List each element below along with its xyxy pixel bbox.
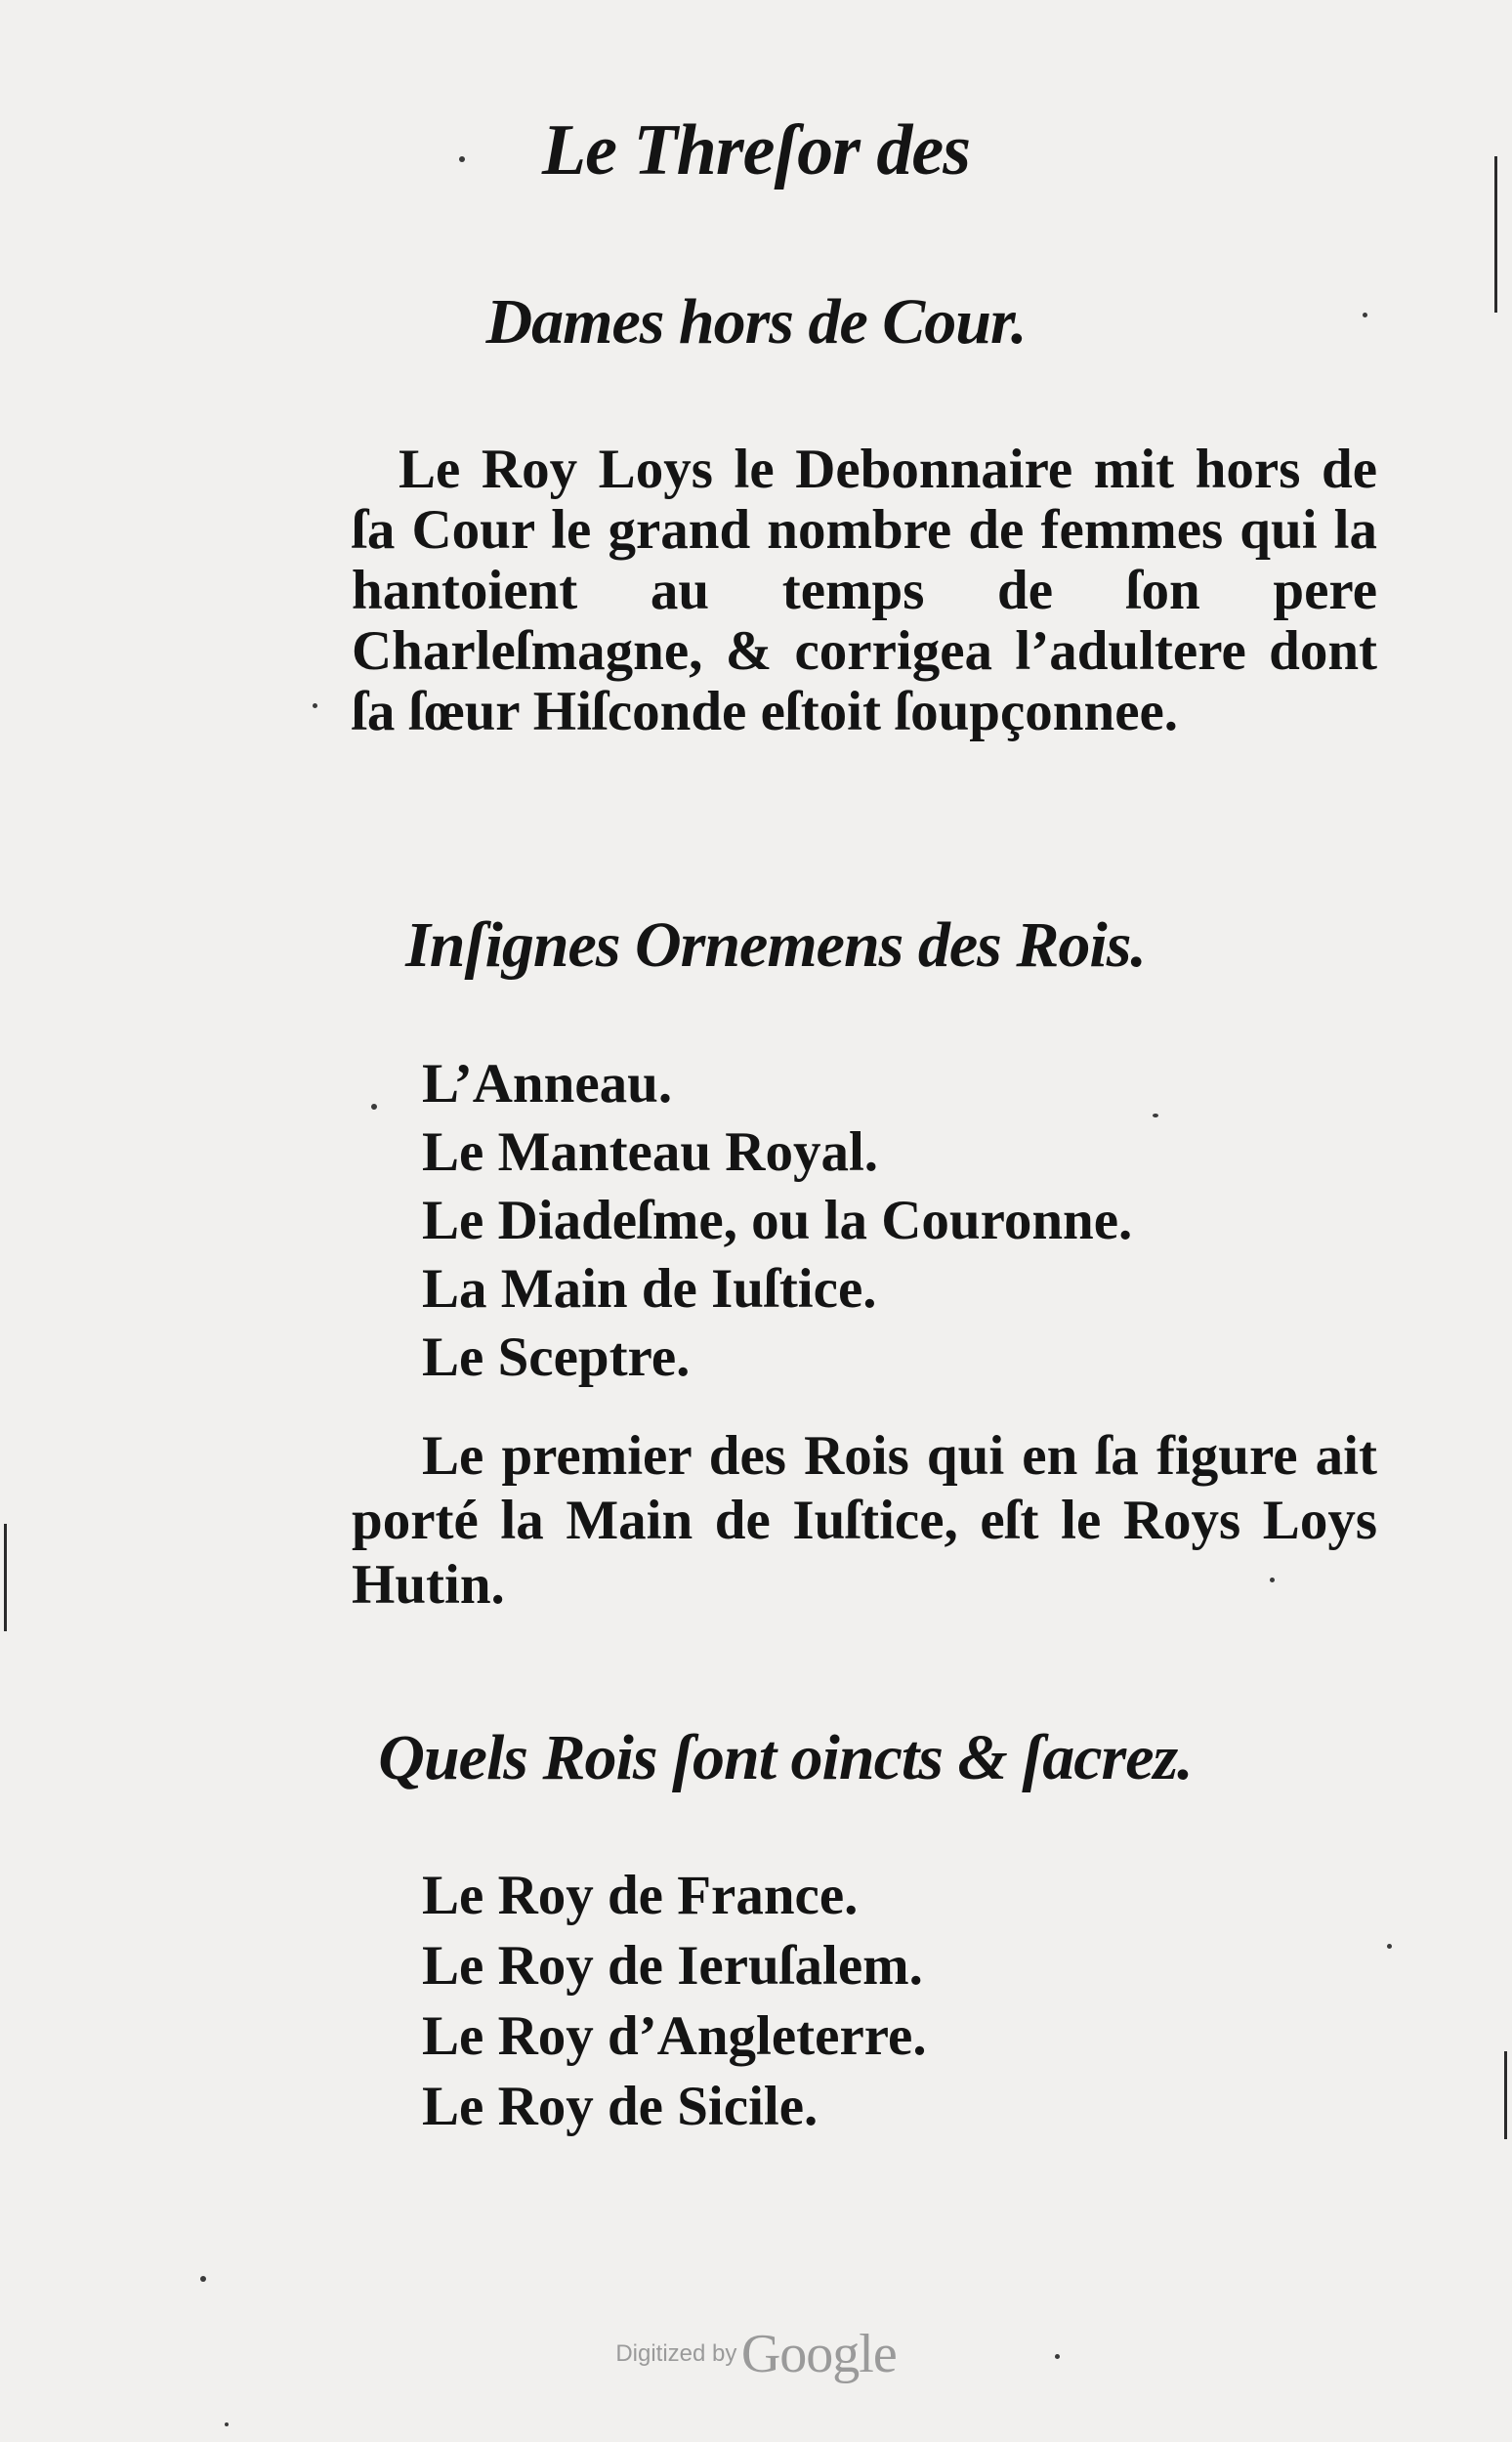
list-rois-sacrez — [422, 1861, 1379, 2142]
page-edge-mark — [4, 1524, 7, 1631]
section-heading-ornemens: Inſignes Ornemens des Rois. — [405, 909, 1146, 981]
list-item: Le Sceptre. — [422, 1326, 691, 1388]
scan-speck — [225, 2422, 229, 2426]
scan-speck — [1387, 1944, 1392, 1949]
list-item: Le Roy d’Angleterre. — [422, 2005, 927, 2067]
page-edge-mark — [1504, 2051, 1507, 2139]
scan-speck — [1363, 313, 1367, 317]
list-item: Le Roy de Ieruſalem. — [422, 1935, 923, 1997]
scan-speck — [459, 156, 465, 162]
paragraph-main-de-iustice: Le premier des Rois qui en ſa figure ait porté la Main de Iuſtice, eſt le Roys Loys Hutin. — [352, 1425, 1377, 1616]
paragraph-dames: Le Roy Loys le Debonnaire mit hors de ſa Cour le grand nombre de femmes qui la hantoient au temps de ſon pere Charleſmagne, & corrigea l’adultere dont ſa ſœur Hiſconde eſtoit ſoupçonnee. — [352, 439, 1377, 742]
section-heading-dames: Dames hors de Cour. — [485, 286, 1027, 358]
list-item: Le Diadeſme, ou la Couronne. — [422, 1190, 1133, 1251]
list-item: Le Manteau Royal. — [422, 1121, 879, 1183]
list-ornemens — [422, 1050, 1379, 1392]
scan-speck — [1055, 2354, 1060, 2359]
scan-speck — [1270, 1578, 1275, 1582]
scan-speck — [1153, 1114, 1158, 1117]
page-edge-mark — [1494, 156, 1497, 313]
list-item: Le Roy de France. — [422, 1865, 859, 1926]
digitized-watermark — [0, 2323, 1512, 2385]
list-item: La Main de Iuſtice. — [422, 1258, 877, 1320]
scan-speck — [313, 703, 317, 708]
section-heading-rois-sacrez: Quels Rois ſont oincts & ſacrez. — [378, 1722, 1193, 1793]
scan-speck — [200, 2276, 206, 2282]
list-item: L’Anneau. — [422, 1053, 673, 1115]
watermark-prefix: Digitized by — [615, 2340, 737, 2367]
list-item: Le Roy de Sicile. — [422, 2076, 819, 2137]
scan-speck — [371, 1104, 377, 1110]
google-logo: Google — [740, 2324, 897, 2384]
running-head: Le Threſor des — [541, 110, 971, 190]
